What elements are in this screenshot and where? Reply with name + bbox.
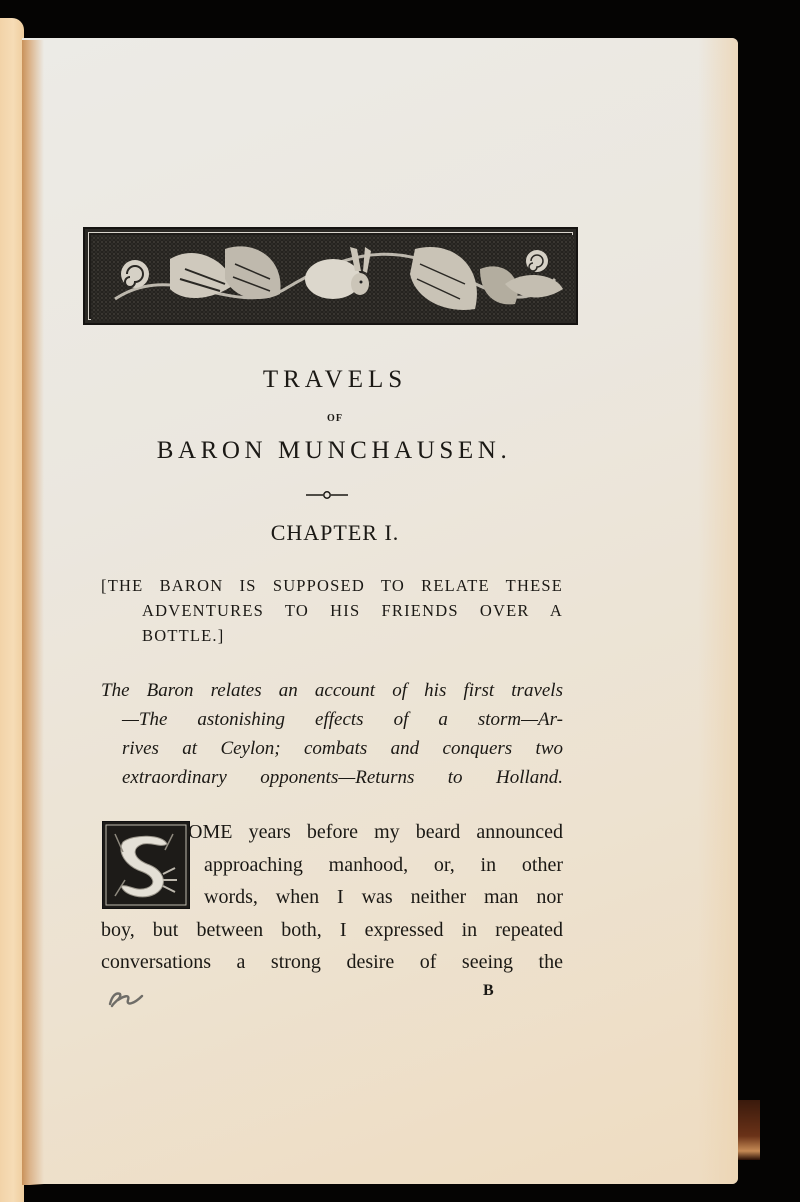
chapter-note-line: BOTTLE.] [142,626,225,645]
book-title-line-1: TRAVELS [262,366,408,393]
chapter-note-line: ADVENTURES TO HIS FRIENDS OVER A [142,601,563,620]
book-title-line-3: BARON MUNCHAUSEN. [156,437,512,464]
body-line: boy, but between both, I expressed in repeated [101,918,563,941]
engraved-headpiece-ornament [83,227,578,325]
rule-circle-ornament-icon [306,489,348,501]
pencil-annotation-icon [104,986,154,1010]
argument-line: rives at Ceylon; combats and conquers two [122,738,563,759]
signature-mark: B [483,982,494,999]
chapter-argument [101,676,563,792]
body-line: words, when I was neither man nor [204,886,563,908]
body-line: OME years before my beard announced [188,821,563,843]
book-title-line-2: OF [327,413,343,424]
argument-line: extraordinary opponents—Returns to Holland. [122,767,563,788]
chapter-heading: CHAPTER I. [270,520,400,545]
argument-line: The Baron relates an account of his first travels [101,680,563,701]
headpiece-illustration-icon [85,229,578,325]
argument-line: —The astonishing effects of a storm—Ar- [122,709,563,730]
chapter-note [101,573,563,648]
body-paragraph [101,816,563,979]
body-line: conversations a strong desire of seeing the [101,951,563,973]
body-line: approaching manhood, or, in other [204,853,563,876]
chapter-note-line: [THE BARON IS SUPPOSED TO RELATE THESE [101,576,563,595]
